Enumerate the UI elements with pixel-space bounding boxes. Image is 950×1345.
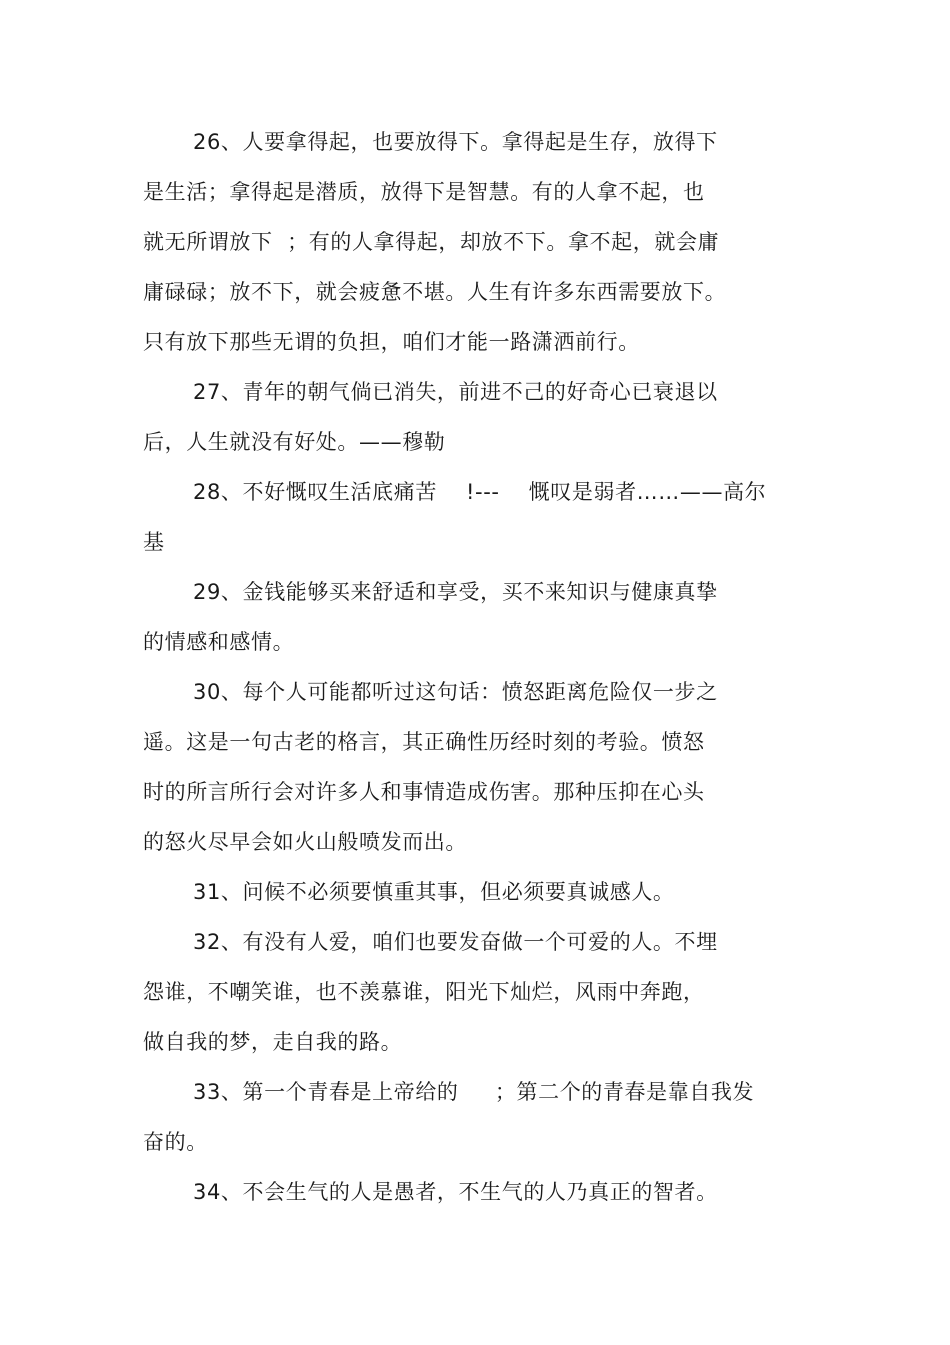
text-line: 26、人要拿得起，也要放得下。拿得起是生存，放得下 — [193, 130, 718, 154]
text-line: 的情感和感情。 — [143, 630, 295, 654]
text-line: 做自我的梦，走自我的路。 — [143, 1030, 403, 1054]
text-line: 时的所言所行会对许多人和事情造成伤害。那种压抑在心头 — [143, 780, 705, 804]
text-line: 只有放下那些无谓的负担，咱们才能一路潇洒前行。 — [143, 330, 640, 354]
text-line: 34、不会生气的人是愚者，不生气的人乃真正的智者。 — [193, 1180, 718, 1204]
text-line: 怨谁，不嘲笑谁，也不羡慕谁，阳光下灿烂，风雨中奔跑， — [143, 980, 705, 1004]
text-line: 遥。这是一句古老的格言，其正确性历经时刻的考验。愤怒 — [143, 730, 705, 754]
text-line: 的怒火尽早会如火山般喷发而出。 — [143, 830, 467, 854]
text-line: 27、青年的朝气倘已消失，前进不己的好奇心已衰退以 — [193, 380, 718, 404]
text-line: 32、有没有人爱，咱们也要发奋做一个可爱的人。不埋 — [193, 930, 718, 954]
text-line: 是生活；拿得起是潜质，放得下是智慧。有的人拿不起，也 — [143, 180, 705, 204]
text-line: 后，人生就没有好处。——穆勒 — [143, 430, 446, 454]
text-line: 28、不好慨叹生活底痛苦 !--- 慨叹是弱者……——高尔 — [193, 480, 767, 504]
text-line: 33、第一个青春是上帝给的 ；第二个的青春是靠自我发 — [193, 1080, 755, 1104]
text-line: 31、问候不必须要慎重其事，但必须要真诚感人。 — [193, 880, 675, 904]
text-line: 庸碌碌；放不下，就会疲惫不堪。人生有许多东西需要放下。 — [143, 280, 727, 304]
text-line: 29、金钱能够买来舒适和享受，买不来知识与健康真挚 — [193, 580, 718, 604]
text-line: 30、每个人可能都听过这句话：愤怒距离危险仅一步之 — [193, 680, 718, 704]
text-line: 基 — [143, 530, 165, 554]
text-line: 就无所谓放下 ；有的人拿得起，却放不下。拿不起，就会庸 — [143, 230, 720, 254]
text-line: 奋的。 — [143, 1130, 208, 1154]
